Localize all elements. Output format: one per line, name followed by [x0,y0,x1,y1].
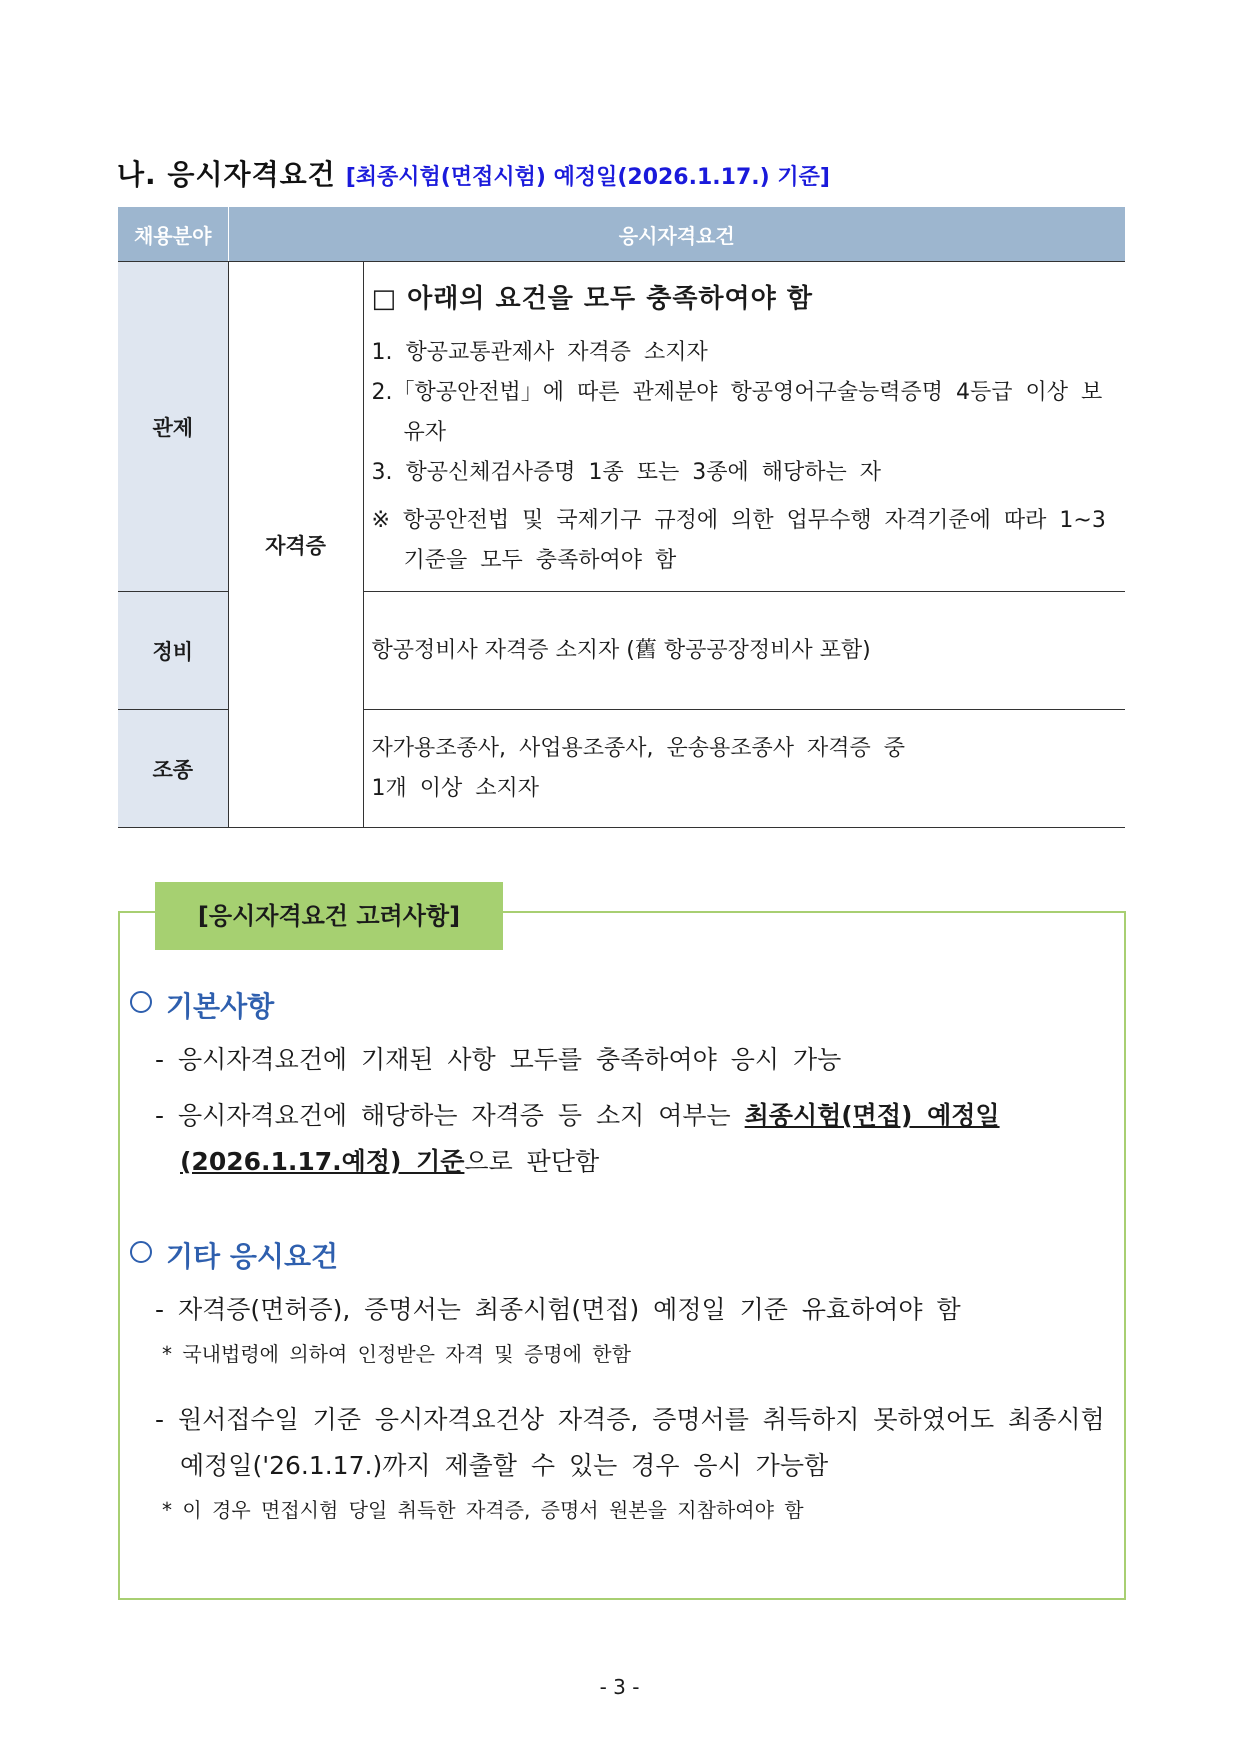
basic-item-text: - 응시자격요건에 해당하는 자격증 등 소지 여부는 [155,1101,745,1130]
basic-item-emphasis: 최종시험(면접) 예정일 [744,1101,1000,1130]
basic-heading-text: 기본사항 [166,990,275,1023]
circle-bullet-icon [130,991,152,1013]
other-heading [130,1235,338,1275]
other-item: - 자격증(면허증), 증명서는 최종시험(면접) 예정일 기준 유효하여야 함 [155,1295,961,1324]
basic-item-emphasis: (2026.1.17.예정) 기준 [180,1147,465,1176]
other-heading-text: 기타 응시요건 [166,1240,339,1273]
other-note: * 이 경우 면접시험 당일 취득한 자격증, 증명서 원본을 지참하여야 함 [162,1498,804,1522]
qualification-cell: 자격증 [228,262,363,828]
page-number: - 3 - [599,1675,640,1699]
requirement-item: 3. 항공신체검사증명 1종 또는 3종에 해당하는 자 [371,459,881,485]
basic-item-text: 으로 판단함 [464,1147,600,1176]
requirement-line: 자가용조종사, 사업용조종사, 운송용조종사 자격증 중 [371,735,906,761]
requirement-heading: □ 아래의 요건을 모두 충족하여야 함 [371,283,813,314]
requirement-item: 1. 항공교통관제사 자격증 소지자 [371,339,708,365]
requirement-item: 2.「항공안전법」에 따른 관제분야 항공영어구술능력증명 4등급 이상 보유자 [371,379,1103,445]
table-header-row [118,207,1125,262]
other-item: - 원서접수일 기준 응시자격요건상 자격증, 증명서를 취득하지 못하였어도 최종시험 [155,1405,1105,1434]
section-title-main: 나. 응시자격요건 [117,158,336,191]
requirement-line: 1개 이상 소지자 [371,775,539,801]
circle-bullet-icon [130,1241,152,1263]
table-row [118,262,1125,592]
requirement-cell [363,710,1125,828]
basic-heading [130,985,274,1025]
considerations-title: [응시자격요건 고려사항] [155,882,503,950]
basic-item [155,1096,1000,1132]
header-field: 채용분야 [118,207,228,262]
requirement-note: ※ 항공안전법 및 국제기구 규정에 의한 업무수행 자격기준에 따라 1~3기준을 모두 충족하여야 함 [371,507,1106,573]
other-note: * 국내법령에 의하여 인정받은 자격 및 증명에 한함 [162,1342,631,1366]
requirements-table [118,207,1125,828]
section-title [117,153,830,193]
field-cell: 관제 [118,262,228,592]
requirement-cell: 항공정비사 자격증 소지자 (舊 항공공장정비사 포함) [363,592,1125,710]
header-requirements: 응시자격요건 [228,207,1125,262]
other-item-continuation: 예정일('26.1.17.)까지 제출할 수 있는 경우 응시 가능함 [180,1451,829,1480]
basic-item-continuation [180,1142,599,1178]
requirement-cell [363,262,1125,592]
field-cell: 정비 [118,592,228,710]
basic-item: - 응시자격요건에 기재된 사항 모두를 충족하여야 응시 가능 [155,1045,842,1074]
field-cell: 조종 [118,710,228,828]
section-title-subtitle: [최종시험(면접시험) 예정일(2026.1.17.) 기준] [345,165,830,190]
